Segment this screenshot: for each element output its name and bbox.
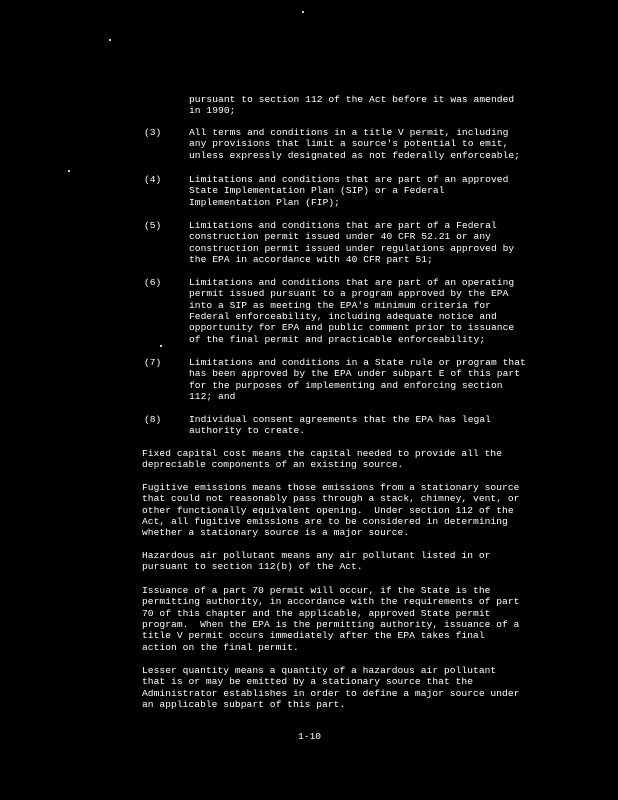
item-number: (7): [144, 357, 162, 368]
text-line: title V permit occurs immediately after the EPA takes final: [142, 630, 485, 642]
text-line: Act, all fugitive emissions are to be considered in determining: [142, 515, 508, 527]
item-number: (3): [144, 127, 162, 138]
text-line: authority to create.: [189, 425, 306, 437]
text-line: pursuant to section 112 of the Act before it was amended: [189, 94, 515, 105]
text-line: Limitations and conditions in a State rule or program that: [189, 357, 526, 368]
item-number: (5): [144, 220, 162, 231]
text-line: permitting authority, in accordance with the requirements of part: [142, 596, 520, 608]
text-line: of the final permit and practicable enforceability;: [189, 333, 486, 345]
text-line: construction permit issued under 40 CFR 52.21 or any: [189, 231, 491, 243]
scan-speck: [160, 345, 162, 347]
text-line: that could not reasonably pass through a stack, chimney, vent, or: [142, 493, 520, 505]
text-line: Individual consent agreements that the EPA has legal: [189, 414, 491, 425]
text-line: an applicable subpart of this part.: [142, 698, 346, 710]
text-line: Fugitive emissions means those emissions from a stationary source: [142, 482, 520, 493]
scan-speck: [302, 11, 304, 13]
text-line: State Implementation Plan (SIP) or a Federal: [189, 185, 445, 197]
item-number: (6): [144, 277, 162, 288]
text-line: Federal enforceability, including adequate notice and: [189, 310, 497, 322]
text-line: any provisions that limit a source's potential to emit,: [189, 138, 509, 150]
text-line: construction permit issued under regulations approved by: [189, 242, 515, 254]
text-line: the EPA in accordance with 40 CFR part 51;: [189, 253, 433, 265]
text-line: into a SIP as meeting the EPA's minimum criteria for: [189, 299, 491, 311]
page-number: 1-10: [298, 731, 322, 742]
text-line: Implementation Plan (FIP);: [189, 196, 340, 208]
text-line: for the purposes of implementing and enforcing section: [189, 379, 503, 391]
text-line: Administrator establishes in order to define a major source under: [142, 687, 520, 699]
item-number: (4): [144, 174, 162, 185]
text-line: Hazardous air pollutant means any air pollutant listed in or: [142, 550, 491, 561]
text-line: permit issued pursuant to a program approved by the EPA: [189, 288, 509, 300]
text-line: unless expressly designated as not federally enforceable;: [189, 149, 521, 161]
text-line: Limitations and conditions that are part of an operating: [189, 277, 515, 288]
scan-speck: [68, 170, 70, 172]
text-line: other functionally equivalent opening. Under section 112 of the: [142, 504, 514, 516]
scan-speck: [109, 39, 111, 41]
text-line: has been approved by the EPA under subpart E of this part: [189, 368, 521, 380]
text-line: All terms and conditions in a title V permit, including: [189, 127, 509, 138]
text-line: 70 of this chapter and the applicable, approved State permit: [142, 607, 491, 619]
text-line: Limitations and conditions that are part of a Federal: [189, 220, 497, 231]
text-line: Fixed capital cost means the capital needed to provide all the: [142, 448, 503, 459]
text-line: Issuance of a part 70 permit will occur, if the State is the: [142, 585, 491, 596]
text-line: Lesser quantity means a quantity of a hazardous air pollutant: [142, 665, 497, 676]
text-line: program. When the EPA is the permitting authority, issuance of a: [142, 618, 520, 630]
text-line: pursuant to section 112(b) of the Act.: [142, 561, 363, 573]
text-line: that is or may be emitted by a stationary source that the: [142, 676, 474, 688]
text-line: depreciable components of an existing source.: [142, 459, 404, 471]
item-number: (8): [144, 414, 162, 425]
text-line: in 1990;: [189, 105, 236, 117]
text-line: 112; and: [189, 390, 236, 402]
text-line: Limitations and conditions that are part of an approved: [189, 174, 509, 185]
text-line: whether a stationary source is a major source.: [142, 527, 410, 539]
text-line: action on the final permit.: [142, 641, 299, 653]
text-line: opportunity for EPA and public comment prior to issuance: [189, 322, 515, 334]
